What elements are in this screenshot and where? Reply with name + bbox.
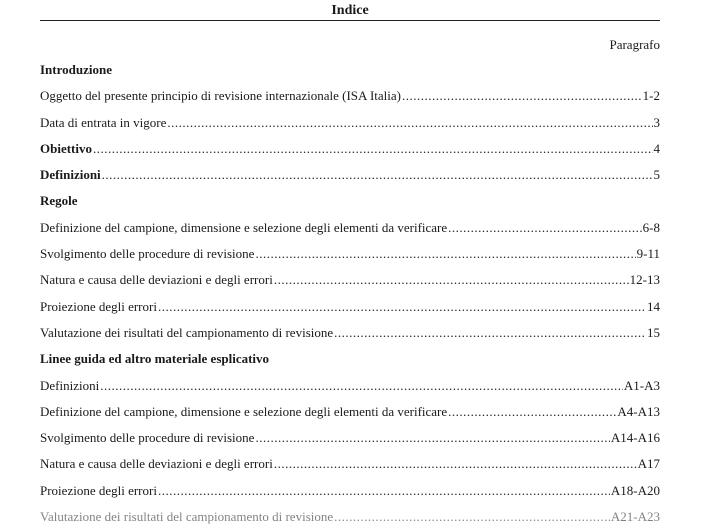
dot-leader <box>167 110 652 136</box>
toc-entry-label: Proiezione degli errori <box>40 482 157 498</box>
dot-leader <box>255 425 609 451</box>
dot-leader <box>255 241 635 267</box>
toc-page <box>40 0 660 530</box>
toc-entry-paragraph: A1-A3 <box>623 377 660 393</box>
toc-entry <box>40 110 660 136</box>
toc-entry-paragraph: 3 <box>653 114 660 130</box>
toc-entry-label: Linee guida ed altro materiale esplicativo <box>40 351 270 367</box>
toc-entry-paragraph: 12-13 <box>629 272 660 288</box>
toc-entry <box>40 83 660 109</box>
toc-section-heading <box>40 57 660 83</box>
toc-entry <box>40 241 660 267</box>
toc-entry-paragraph: 1-2 <box>642 88 660 104</box>
dot-leader <box>334 504 610 530</box>
toc-entry-label: Valutazione dei risultati del campionamento di revisione <box>40 509 334 525</box>
table-of-contents <box>40 57 660 530</box>
toc-entry-label: Natura e causa delle deviazioni e degli errori <box>40 272 273 288</box>
toc-entry-paragraph: A17 <box>637 456 660 472</box>
dot-leader <box>402 83 642 109</box>
toc-entry <box>40 136 660 162</box>
dot-leader <box>448 215 641 241</box>
toc-entry <box>40 451 660 477</box>
dot-leader <box>334 320 646 346</box>
toc-entry-label: Svolgimento delle procedure di revisione <box>40 246 255 262</box>
dot-leader <box>102 162 653 188</box>
toc-entry-paragraph: 6-8 <box>642 219 660 235</box>
dot-leader <box>274 451 637 477</box>
toc-entry <box>40 399 660 425</box>
toc-entry <box>40 425 660 451</box>
toc-entry-paragraph: A14-A16 <box>610 430 660 446</box>
toc-entry <box>40 294 660 320</box>
dot-leader <box>100 373 623 399</box>
toc-entry-label: Oggetto del presente principio di revisione internazionale (ISA Italia) <box>40 88 401 104</box>
toc-entry <box>40 215 660 241</box>
paragraph-column-header: Paragrafo <box>609 37 660 52</box>
toc-entry-paragraph: 9-11 <box>636 246 660 262</box>
toc-entry-label: Introduzione <box>40 62 112 77</box>
page-title: Indice <box>40 0 660 21</box>
toc-entry-paragraph: A4-A13 <box>617 403 660 419</box>
toc-entry-label: Proiezione degli errori <box>40 298 157 314</box>
dot-leader <box>448 399 616 425</box>
toc-entry <box>40 267 660 293</box>
toc-entry-label: Svolgimento delle procedure di revisione <box>40 430 255 446</box>
toc-entry <box>40 504 660 530</box>
toc-entry-paragraph: A18-A20 <box>610 482 660 498</box>
toc-entry-label: Data di entrata in vigore <box>40 114 167 130</box>
toc-entry-label: Natura e causa delle deviazioni e degli errori <box>40 456 273 472</box>
toc-entry-paragraph: 15 <box>647 324 660 340</box>
toc-entry-paragraph: 5 <box>653 167 660 183</box>
toc-entry <box>40 373 660 399</box>
toc-entry-label: Valutazione dei risultati del campionamento di revisione <box>40 324 334 340</box>
toc-section-heading <box>40 346 660 372</box>
toc-entry-paragraph: 4 <box>653 140 660 156</box>
dot-leader <box>158 294 646 320</box>
toc-entry-label: Obiettivo <box>40 140 92 156</box>
dot-leader <box>274 267 629 293</box>
toc-section-heading <box>40 188 660 214</box>
toc-entry <box>40 320 660 346</box>
dot-leader <box>158 478 610 504</box>
toc-entry-label: Definizione del campione, dimensione e selezione degli elementi da verificare <box>40 403 448 419</box>
toc-entry-label: Definizione del campione, dimensione e selezione degli elementi da verificare <box>40 219 448 235</box>
toc-entry-label: Regole <box>40 193 78 209</box>
toc-entry-label: Definizioni <box>40 377 100 393</box>
toc-entry-label: Definizioni <box>40 167 101 183</box>
dot-leader <box>93 136 653 162</box>
toc-entry-paragraph: A21-A23 <box>610 509 660 525</box>
toc-entry <box>40 478 660 504</box>
toc-entry-paragraph: 14 <box>647 298 660 314</box>
toc-entry <box>40 162 660 188</box>
